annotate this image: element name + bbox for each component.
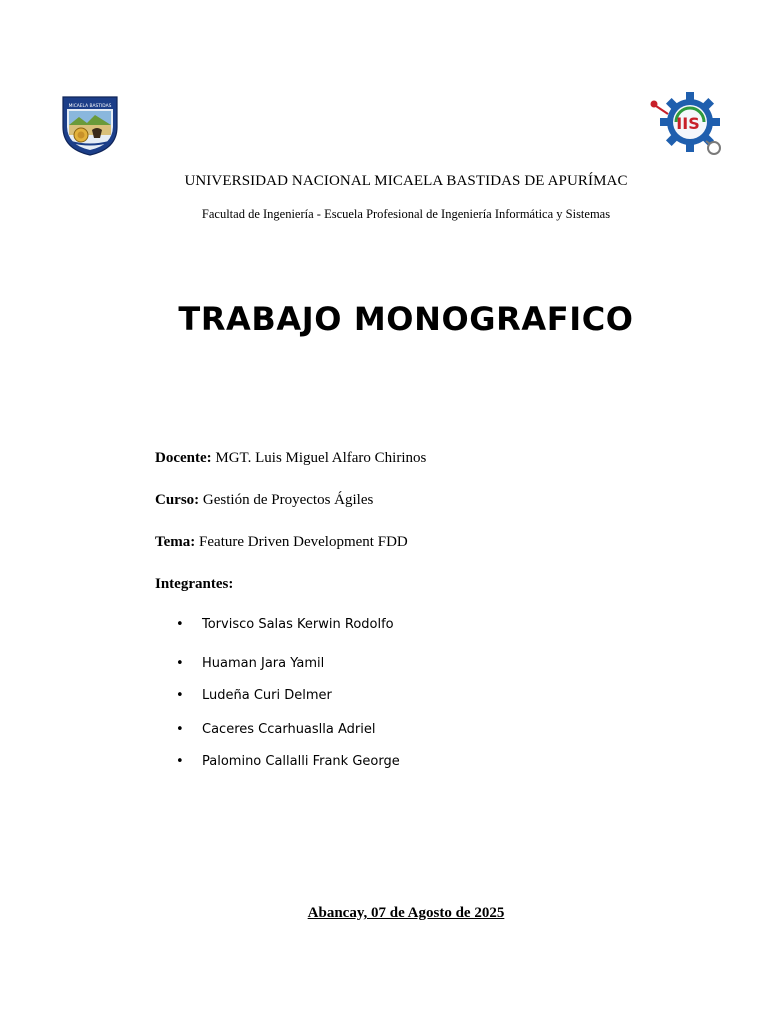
member-name: Torvisco Salas Kerwin Rodolfo [202, 617, 394, 632]
place-date: Abancay, 07 de Agosto de 2025 [307, 905, 505, 921]
member-name: Ludeña Curi Delmer [202, 688, 332, 703]
curso-label: Curso: [155, 492, 200, 508]
bullet-icon: • [176, 722, 184, 737]
docente-value: MGT. Luis Miguel Alfaro Chirinos [215, 450, 427, 466]
list-item [176, 722, 375, 737]
engineering-school-gear-icon [648, 90, 724, 158]
tema-field [155, 534, 408, 551]
integrantes-label: Integrantes: [155, 576, 234, 592]
school-lettering: IIS [676, 114, 700, 133]
faculty-name: Facultad de Ingeniería - Escuela Profesional de Ingeniería Informática y Sistemas [201, 207, 611, 221]
tema-label: Tema: [155, 534, 196, 550]
university-crest-icon [61, 95, 119, 157]
docente-field [155, 450, 426, 467]
list-item [176, 656, 324, 671]
member-name: Caceres Ccarhuaslla Adriel [202, 722, 376, 737]
list-item [176, 754, 400, 769]
curso-field [155, 492, 373, 509]
member-name: Huaman Jara Yamil [202, 656, 325, 671]
curso-value: Gestión de Proyectos Ágiles [202, 492, 374, 508]
bullet-icon: • [176, 754, 184, 769]
tema-value: Feature Driven Development FDD [199, 534, 408, 550]
crest-lettering: MICAELA BASTIDAS [68, 104, 112, 109]
list-item [176, 688, 332, 703]
university-name: UNIVERSIDAD NACIONAL MICAELA BASTIDAS DE APURÍMAC [184, 173, 628, 189]
docente-label: Docente: [155, 450, 212, 466]
document-title: TRABAJO MONOGRAFICO [178, 300, 634, 338]
member-name: Palomino Callalli Frank George [202, 754, 400, 769]
bullet-icon: • [176, 656, 184, 671]
list-item [176, 617, 394, 632]
bullet-icon: • [176, 688, 184, 703]
bullet-icon: • [176, 617, 184, 632]
